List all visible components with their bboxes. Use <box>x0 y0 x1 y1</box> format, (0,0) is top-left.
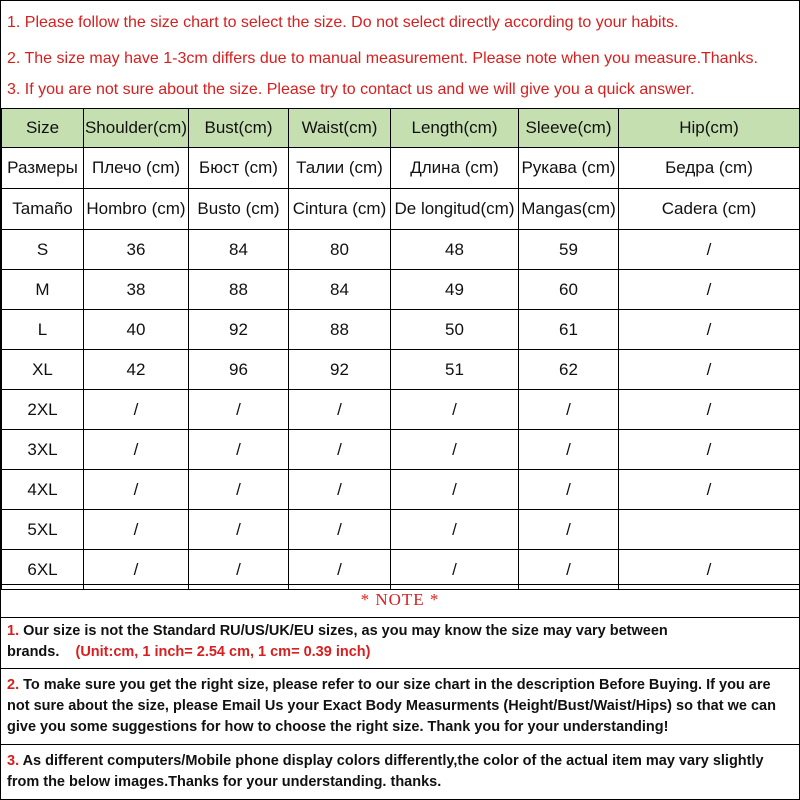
measurement-cell: / <box>391 390 519 430</box>
note-text: As different computers/Mobile phone display colors differently,the color of the actual item may vary slightly from the below images.Thanks for your understanding. thanks. <box>7 753 764 790</box>
measurement-cell: 88 <box>289 310 391 350</box>
russian-header-cell: Рукава (cm) <box>519 148 619 189</box>
measurement-cell: 42 <box>84 350 189 390</box>
measurement-cell: / <box>189 510 289 550</box>
measurement-cell: 49 <box>391 270 519 310</box>
top-note-number: 3 <box>7 81 16 98</box>
russian-header-row <box>2 148 800 189</box>
top-note-2 <box>7 50 758 68</box>
header-cell: Shoulder(cm) <box>84 109 189 148</box>
measurement-cell: 50 <box>391 310 519 350</box>
measurement-cell: / <box>519 550 619 590</box>
measurement-cell: / <box>619 230 800 270</box>
note-paragraph-1 <box>7 621 791 663</box>
note-number: 1. <box>7 623 20 639</box>
measurement-cell: / <box>519 390 619 430</box>
measurement-cell: / <box>84 550 189 590</box>
note-text: To make sure you get the right size, please refer to our size chart in the description Before Buying. If you are not sure about the size, please Email Us your Exact Body Measurments (Height/Bust/Waist/Hips) so that we can give you some suggestions for how to choose the right size. Thank you for your understanding! <box>7 677 776 735</box>
size-label-cell: XL <box>2 350 84 390</box>
divider <box>1 668 799 669</box>
measurement-cell: / <box>619 550 800 590</box>
size-label-cell: 5XL <box>2 510 84 550</box>
size-label-cell: 2XL <box>2 390 84 430</box>
russian-header-cell: Бедра (cm) <box>619 148 800 189</box>
measurement-cell: / <box>84 430 189 470</box>
measurement-cell: / <box>189 550 289 590</box>
measurement-cell: 84 <box>189 230 289 270</box>
russian-header-cell: Размеры <box>2 148 84 189</box>
top-note-text: . If you are not sure about the size. Please try to contact us and we will give you a quick answer. <box>15 81 695 98</box>
size-label-cell: L <box>2 310 84 350</box>
note-text: Our size is not the Standard RU/US/UK/EU sizes, as you may know the size may vary between brands. <box>7 623 668 660</box>
measurement-cell: / <box>189 390 289 430</box>
size-label-cell: 6XL <box>2 550 84 590</box>
size-label-cell: M <box>2 270 84 310</box>
table-row <box>2 270 800 310</box>
measurement-cell: / <box>619 390 800 430</box>
header-cell: Size <box>2 109 84 148</box>
spanish-header-row <box>2 189 800 230</box>
table-header-row <box>2 109 800 148</box>
russian-header-cell: Длина (cm) <box>391 148 519 189</box>
table-row <box>2 350 800 390</box>
measurement-cell: / <box>519 510 619 550</box>
table-row <box>2 510 800 550</box>
note-paragraph-3 <box>7 751 791 793</box>
measurement-cell: / <box>391 470 519 510</box>
measurement-cell: 51 <box>391 350 519 390</box>
measurement-cell: 80 <box>289 230 391 270</box>
table-row <box>2 470 800 510</box>
spanish-header-cell: De longitud(cm) <box>391 189 519 230</box>
measurement-cell: 60 <box>519 270 619 310</box>
russian-header-cell: Плечо (cm) <box>84 148 189 189</box>
measurement-cell: / <box>289 430 391 470</box>
note-number: 3. <box>7 753 20 769</box>
russian-header-cell: Бюст (cm) <box>189 148 289 189</box>
measurement-cell: / <box>84 510 189 550</box>
measurement-cell: / <box>84 470 189 510</box>
measurement-cell: 62 <box>519 350 619 390</box>
spanish-header-cell: Hombro (cm) <box>84 189 189 230</box>
measurement-cell: / <box>619 350 800 390</box>
header-cell: Hip(cm) <box>619 109 800 148</box>
top-note-3 <box>7 81 695 99</box>
russian-header-cell: Талии (cm) <box>289 148 391 189</box>
measurement-cell: / <box>189 470 289 510</box>
measurement-cell: 59 <box>519 230 619 270</box>
measurement-cell: 48 <box>391 230 519 270</box>
header-cell: Waist(cm) <box>289 109 391 148</box>
measurement-cell: / <box>619 310 800 350</box>
top-note-number: 1 <box>7 14 16 31</box>
measurement-cell: / <box>289 390 391 430</box>
measurement-cell: / <box>289 510 391 550</box>
table-body <box>2 230 800 590</box>
top-note-text: . Please follow the size chart to select the size. Do not select directly according to your habits. <box>15 14 679 31</box>
spanish-header-cell: Mangas(cm) <box>519 189 619 230</box>
note-title: * NOTE * <box>360 590 440 609</box>
measurement-cell: / <box>519 430 619 470</box>
divider <box>1 584 799 585</box>
measurement-cell: 84 <box>289 270 391 310</box>
size-label-cell: 3XL <box>2 430 84 470</box>
measurement-cell: 96 <box>189 350 289 390</box>
divider <box>1 744 799 745</box>
top-note-text: . The size may have 1-3cm differs due to manual measurement. Please note when you measure.Thanks. <box>15 50 758 67</box>
measurement-cell: 40 <box>84 310 189 350</box>
measurement-cell: 36 <box>84 230 189 270</box>
size-label-cell: S <box>2 230 84 270</box>
header-cell: Sleeve(cm) <box>519 109 619 148</box>
measurement-cell: / <box>391 550 519 590</box>
measurement-cell: / <box>289 550 391 590</box>
measurement-cell: 92 <box>189 310 289 350</box>
measurement-cell <box>619 510 800 550</box>
measurement-cell: 38 <box>84 270 189 310</box>
table-row <box>2 430 800 470</box>
measurement-cell: 88 <box>189 270 289 310</box>
measurement-cell: / <box>391 510 519 550</box>
measurement-cell: / <box>519 470 619 510</box>
spanish-header-cell: Tamaño <box>2 189 84 230</box>
spanish-header-cell: Busto (cm) <box>189 189 289 230</box>
measurement-cell: / <box>391 430 519 470</box>
table-row <box>2 390 800 430</box>
header-cell: Bust(cm) <box>189 109 289 148</box>
table-row <box>2 310 800 350</box>
note-paragraph-2 <box>7 675 791 738</box>
table-row <box>2 230 800 270</box>
note-number: 2. <box>7 677 20 693</box>
measurement-cell: / <box>289 470 391 510</box>
top-note-number: 2 <box>7 50 16 67</box>
spanish-header-cell: Cintura (cm) <box>289 189 391 230</box>
measurement-cell: 92 <box>289 350 391 390</box>
measurement-cell: / <box>619 430 800 470</box>
measurement-cell: 61 <box>519 310 619 350</box>
header-cell: Length(cm) <box>391 109 519 148</box>
divider <box>1 617 799 618</box>
measurement-cell: / <box>189 430 289 470</box>
measurement-cell: / <box>619 270 800 310</box>
size-label-cell: 4XL <box>2 470 84 510</box>
measurement-cell: / <box>84 390 189 430</box>
spanish-header-cell: Cadera (cm) <box>619 189 800 230</box>
top-note-1 <box>7 14 678 32</box>
measurement-cell: / <box>619 470 800 510</box>
unit-note: (Unit:cm, 1 inch= 2.54 cm, 1 cm= 0.39 inch) <box>75 644 371 660</box>
size-table <box>1 108 800 590</box>
